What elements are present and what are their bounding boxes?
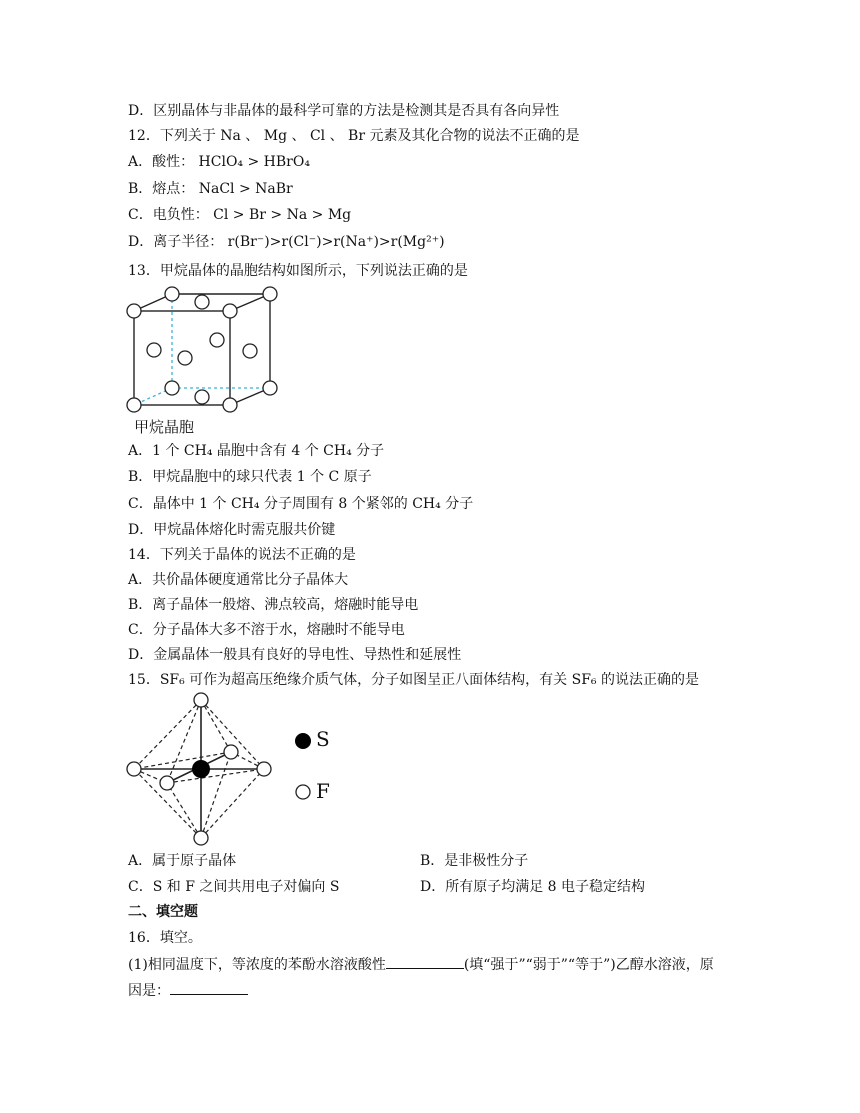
answer-blank[interactable] xyxy=(170,980,248,995)
face-sphere xyxy=(147,343,161,357)
face-sphere xyxy=(178,351,192,365)
q13-option-b: B．甲烷晶胞中的球只代表 1 个 C 原子 xyxy=(128,469,372,485)
q13-option-a: A．1 个 CH₄ 晶胞中含有 4 个 CH₄ 分子 xyxy=(128,443,385,459)
answer-blank[interactable] xyxy=(386,954,464,969)
q15-option-d: D．所有原子均满足 8 电子稳定结构 xyxy=(420,879,646,895)
corner-sphere xyxy=(263,287,277,301)
q14-option-b: B．离子晶体一般熔、沸点较高，熔融时能导电 xyxy=(128,597,419,613)
q16-reason-label: 因是： xyxy=(128,983,170,999)
q16-part-1-reason xyxy=(128,980,248,1000)
corner-sphere xyxy=(127,304,141,318)
fluorine-atom xyxy=(224,745,238,759)
face-sphere xyxy=(195,295,209,309)
q15-option-b: B．是非极性分子 xyxy=(420,853,529,869)
q16-part-1-text-b: (填“强于”“弱于”“等于”)乙醇水溶液，原 xyxy=(463,957,714,973)
face-sphere xyxy=(243,344,257,358)
q12-option-c: C．电负性： Cl > Br > Na > Mg xyxy=(128,207,352,223)
methane-figure-caption: 甲烷晶胞 xyxy=(134,418,195,436)
question-16: 16．填空。 xyxy=(128,930,202,946)
corner-sphere xyxy=(165,381,179,395)
corner-sphere xyxy=(223,304,237,318)
question-15: 15．SF₆ 可作为超高压绝缘介质气体，分子如图呈正八面体结构，有关 SF₆ 的说法正确的是 xyxy=(128,672,699,688)
section-heading: 二、填空题 xyxy=(128,904,198,920)
q14-option-d: D．金属晶体一般具有良好的导电性、导热性和延展性 xyxy=(128,647,462,663)
fluorine-atom xyxy=(160,776,174,790)
legend-sulfur-label: S xyxy=(316,727,330,751)
q16-part-1 xyxy=(128,954,714,974)
q13-option-c: C．晶体中 1 个 CH₄ 分子周围有 8 个紧邻的 CH₄ 分子 xyxy=(128,496,474,512)
q14-option-a: A．共价晶体硬度通常比分子晶体大 xyxy=(128,572,349,588)
corner-sphere xyxy=(127,398,141,412)
q13-option-d: D．甲烷晶体熔化时需克服共价键 xyxy=(128,522,336,538)
fluorine-atom xyxy=(194,831,208,845)
q15-option-a: A．属于原子晶体 xyxy=(128,853,237,869)
legend-fluorine-marker xyxy=(294,783,312,801)
q14-option-c: C．分子晶体大多不溶于水，熔融时不能导电 xyxy=(128,622,405,638)
q12-option-a: A．酸性： HClO₄ > HBrO₄ xyxy=(128,154,310,170)
corner-sphere xyxy=(165,287,179,301)
legend-fluorine-label: F xyxy=(316,779,330,803)
sf6-octahedron-figure xyxy=(124,690,274,850)
corner-sphere xyxy=(263,381,277,395)
fluorine-atom xyxy=(257,762,271,776)
q12-option-b: B．熔点： NaCl > NaBr xyxy=(128,181,293,197)
sulfur-atom xyxy=(192,760,210,778)
face-sphere xyxy=(210,333,224,347)
q12-option-d: D．离子半径： r(Br⁻)>r(Cl⁻)>r(Na⁺)>r(Mg²⁺) xyxy=(128,234,445,250)
methane-unit-cell-figure xyxy=(124,284,289,439)
legend-sulfur-marker xyxy=(293,731,313,751)
question-14: 14．下列关于晶体的说法不正确的是 xyxy=(128,547,356,563)
fluorine-atom xyxy=(127,762,141,776)
question-13: 13．甲烷晶体的晶胞结构如图所示，下列说法正确的是 xyxy=(128,263,468,279)
q11-option-d: D．区别晶体与非晶体的最科学可靠的方法是检测其是否具有各向异性 xyxy=(128,103,560,119)
corner-sphere xyxy=(223,398,237,412)
question-12: 12．下列关于 Na 、 Mg 、 Cl 、 Br 元素及其化合物的说法不正确的是 xyxy=(128,128,580,144)
q16-part-1-text-a: (1)相同温度下，等浓度的苯酚水溶液酸性 xyxy=(128,957,386,973)
q15-option-c: C．S 和 F 之间共用电子对偏向 S xyxy=(128,879,340,895)
fluorine-atom xyxy=(194,693,208,707)
face-sphere xyxy=(195,390,209,404)
